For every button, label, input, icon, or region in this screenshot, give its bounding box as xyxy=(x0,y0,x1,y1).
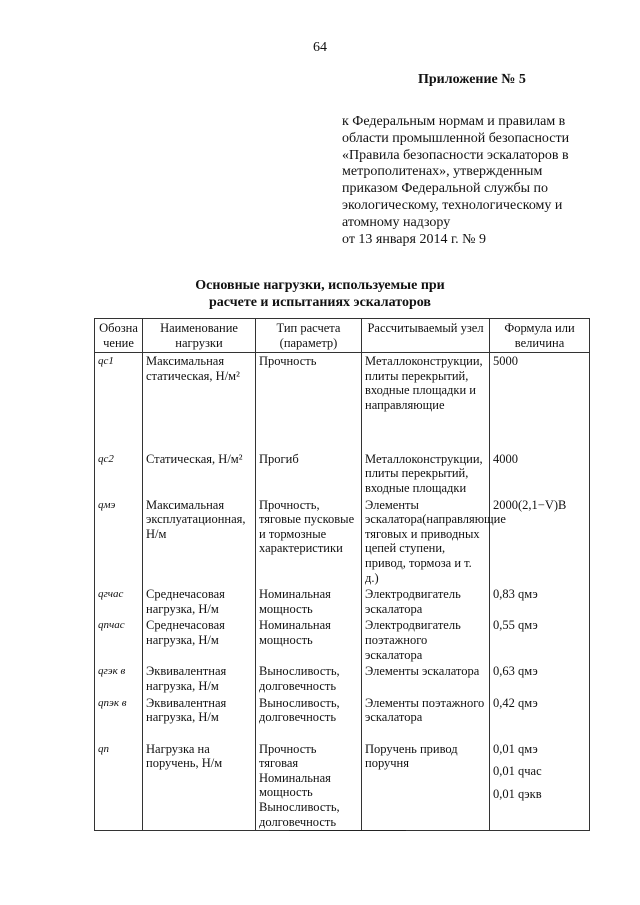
appendix-line: к Федеральным нормам и правилам в xyxy=(342,114,566,129)
cell-symbol: qгчас xyxy=(95,586,143,617)
cell-symbol: qс2 xyxy=(95,451,143,497)
cell-symbol: qпчас xyxy=(95,617,143,663)
cell-type: Прочность xyxy=(256,353,362,451)
loads-table xyxy=(94,318,590,831)
table-header-row xyxy=(95,319,590,353)
heading-line: Основные нагрузки, используемые при xyxy=(195,278,445,293)
cell-name: Максимальная статическая, Н/м² xyxy=(143,353,256,451)
table-row xyxy=(95,451,590,497)
cell-value: 0,83 qмэ xyxy=(490,586,590,617)
cell-name: Статическая, Н/м² xyxy=(143,451,256,497)
table-row xyxy=(95,586,590,617)
cell-value: 0,63 qмэ xyxy=(490,663,590,694)
appendix-reference xyxy=(342,114,569,248)
cell-symbol: qпэк в xyxy=(95,695,143,741)
column-header-name: Наименование нагрузки xyxy=(143,319,256,353)
cell-type: Выносливость, долговечность xyxy=(256,695,362,741)
column-header-node: Рассчитываемый узел xyxy=(362,319,490,353)
cell-value: 2000(2,1−V)В xyxy=(490,497,590,587)
cell-type: Прогиб xyxy=(256,451,362,497)
cell-value: 0,55 qмэ xyxy=(490,617,590,663)
cell-node: Электродвигатель поэтажного эскалатора xyxy=(362,617,490,663)
cell-value-line: 0,01 qэкв xyxy=(493,786,542,801)
cell-type-line: Прочность тяговая xyxy=(259,741,317,771)
column-header-symbol: Обозна чение xyxy=(95,319,143,353)
cell-value: 4000 xyxy=(490,451,590,497)
appendix-line: «Правила безопасности эскалаторов в xyxy=(342,147,569,163)
heading-line: расчете и испытаниях эскалаторов xyxy=(209,295,431,310)
spacer xyxy=(493,756,586,764)
page-number: 64 xyxy=(313,40,327,55)
cell-type-line: Выносливость, долговечность xyxy=(259,800,340,829)
cell-node: Элементы эскалатора(направляющие тяговых и приводных цепей ступени, привод, тормоза и т. д.) xyxy=(362,497,490,587)
table-row xyxy=(95,617,590,663)
table-row xyxy=(95,663,590,694)
appendix-line: от 13 января 2014 г. № 9 xyxy=(342,231,486,247)
appendix-title: Приложение № 5 xyxy=(418,72,526,87)
cell-value xyxy=(490,741,590,831)
column-header-type: Тип расчета (параметр) xyxy=(256,319,362,353)
cell-node: Металлоконструкции, плиты перекрытий, входные площадки xyxy=(362,451,490,497)
appendix-line: экологическому, технологическому и xyxy=(342,197,563,213)
table-row xyxy=(95,353,590,451)
cell-type: Номинальная мощность xyxy=(256,586,362,617)
cell-name: Среднечасовая нагрузка, Н/м xyxy=(143,617,256,663)
cell-value-line: 0,01 qчас xyxy=(493,764,542,779)
cell-node: Элементы поэтажного эскалатора xyxy=(362,695,490,741)
cell-value: 0,42 qмэ xyxy=(490,695,590,741)
cell-name: Максимальная эксплуатационная, Н/м xyxy=(143,497,256,587)
column-header-value: Формула или величина xyxy=(490,319,590,353)
appendix-line: приказом Федеральной службы по xyxy=(342,181,548,197)
cell-node: Поручень привод поручня xyxy=(362,741,490,831)
table-heading xyxy=(0,277,640,311)
cell-symbol: qс1 xyxy=(95,353,143,451)
cell-value: 5000 xyxy=(490,353,590,451)
table-row xyxy=(95,695,590,741)
cell-type: Номинальная мощность xyxy=(256,617,362,663)
appendix-line: атомному надзору xyxy=(342,214,451,230)
cell-name: Эквивалентная нагрузка, Н/м xyxy=(143,663,256,694)
cell-name: Нагрузка на поручень, Н/м xyxy=(143,741,256,831)
cell-node: Электродвигатель эскалатора xyxy=(362,586,490,617)
cell-symbol: qмэ xyxy=(95,497,143,587)
table-row xyxy=(95,497,590,587)
appendix-line: области промышленной безопасности xyxy=(342,130,570,146)
cell-name: Эквивалентная нагрузка, Н/м xyxy=(143,695,256,741)
cell-symbol: qп xyxy=(95,741,143,831)
cell-node: Элементы эскалатора xyxy=(362,663,490,694)
cell-type-line: Номинальная мощность xyxy=(259,770,331,800)
cell-symbol: qгэк в xyxy=(95,663,143,694)
loads-table-container xyxy=(94,318,589,831)
cell-node: Металлоконструкции, плиты перекрытий, входные площадки и направляющие xyxy=(362,353,490,451)
table-row xyxy=(95,741,590,831)
footer-divider xyxy=(289,830,406,831)
appendix-line: метрополитенах», утвержденным xyxy=(342,164,543,180)
cell-value-line: 0,01 qмэ xyxy=(493,741,538,756)
spacer xyxy=(493,779,586,787)
cell-name: Среднечасовая нагрузка, Н/м xyxy=(143,586,256,617)
cell-type: Выносливость, долговечность xyxy=(256,663,362,694)
cell-type: Прочность, тяговые пусковые и тормозные характеристики xyxy=(256,497,362,587)
cell-type xyxy=(256,741,362,831)
